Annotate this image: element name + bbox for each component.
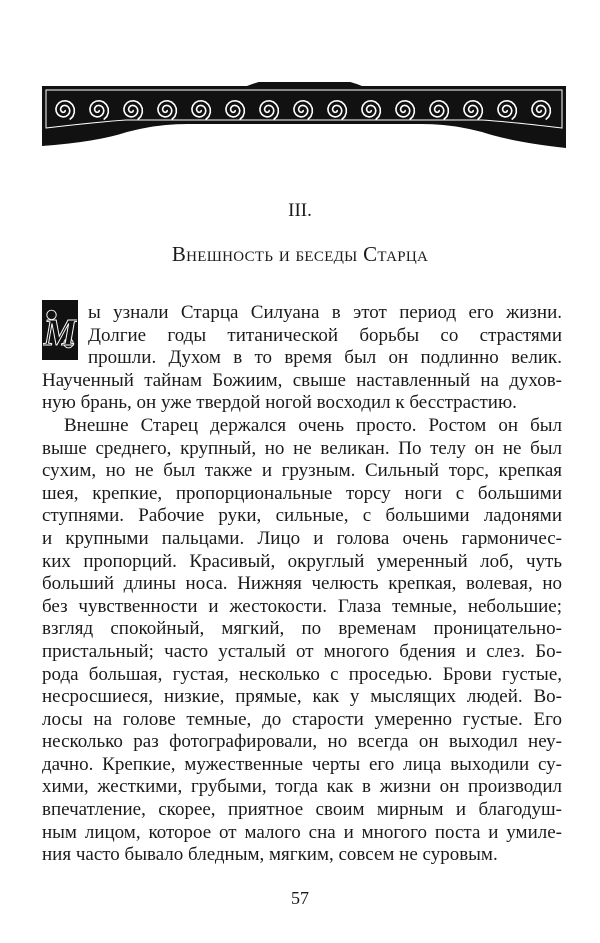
text-line: хими, жесткими, грубыми, тогда как в жизни он производил [42,776,562,798]
text-line: ы узнали Старца Силуана в этот период его жизни. [88,302,562,323]
text-line: ную брань, он уже твердой ногой восходил к бесстрастию. [42,392,517,414]
ornamental-headpiece [42,82,566,148]
svg-text:М: М [43,312,77,355]
text-line: несросшиеся, низкие, прямые, как у мыслящих людей. Во- [42,686,562,708]
text-line: без чувственности и жестокости. Глаза темные, небольшие; [42,595,562,617]
text-line: Наученный тайнам Божиим, свыше наставленный на духов- [42,369,562,391]
text-line: сухим, но не был также и грузным. Сильный торс, крепкая [42,460,562,482]
body-text [42,302,562,867]
text-line: лосы на голове темные, до старости умеренно густые. Его [42,708,562,730]
text-line: ких пропорций. Красивый, округлый умеренный лоб, чуть [42,550,562,572]
text-line: пристальный; часто усталый от многого бдения и слез. Бо- [42,640,562,662]
text-line: взгляд спокойный, мягкий, по временам проницательно- [42,618,562,640]
text-line: Внешне Старец держался очень просто. Ростом он был [64,414,562,436]
text-line: ния часто бывало бледным, мягким, совсем не суровым. [42,844,498,866]
text-line: выше среднего, крупный, но не великан. По телу он не был [42,437,562,459]
text-line: несколько раз фотографировали, но всегда он выходил неу- [42,731,562,753]
text-line: рода большая, густая, несколько с проседью. Брови густые, [42,663,562,685]
text-line: прошли. Духом в то время был он подлинно велик. [88,347,562,369]
text-line: ным лицом, которое от малого сна и многого поста и умиле- [42,821,562,843]
text-line: впечатление, скорее, приятное своим мирным и благодуш- [42,799,562,821]
chapter-title: Внешность и беседы Старца [171,242,429,266]
chapter-number: III. [288,200,312,221]
page-number: 57 [291,888,309,908]
text-line: шея, крепкие, пропорциональные торсу ноги с большими [42,482,562,504]
text-line: ступнями. Рабочие руки, сильные, с большими ладонями [42,505,562,527]
text-line: Долгие годы титанической борьбы со страстями [88,324,562,346]
text-line: дачно. Крепкие, мужественные черты его лица выходили су- [42,753,562,775]
text-line: и крупными пальцами. Лицо и голова очень гармоничес- [42,527,562,549]
text-line: больший длины носа. Нижняя челюсть крепкая, волевая, но [42,573,562,595]
